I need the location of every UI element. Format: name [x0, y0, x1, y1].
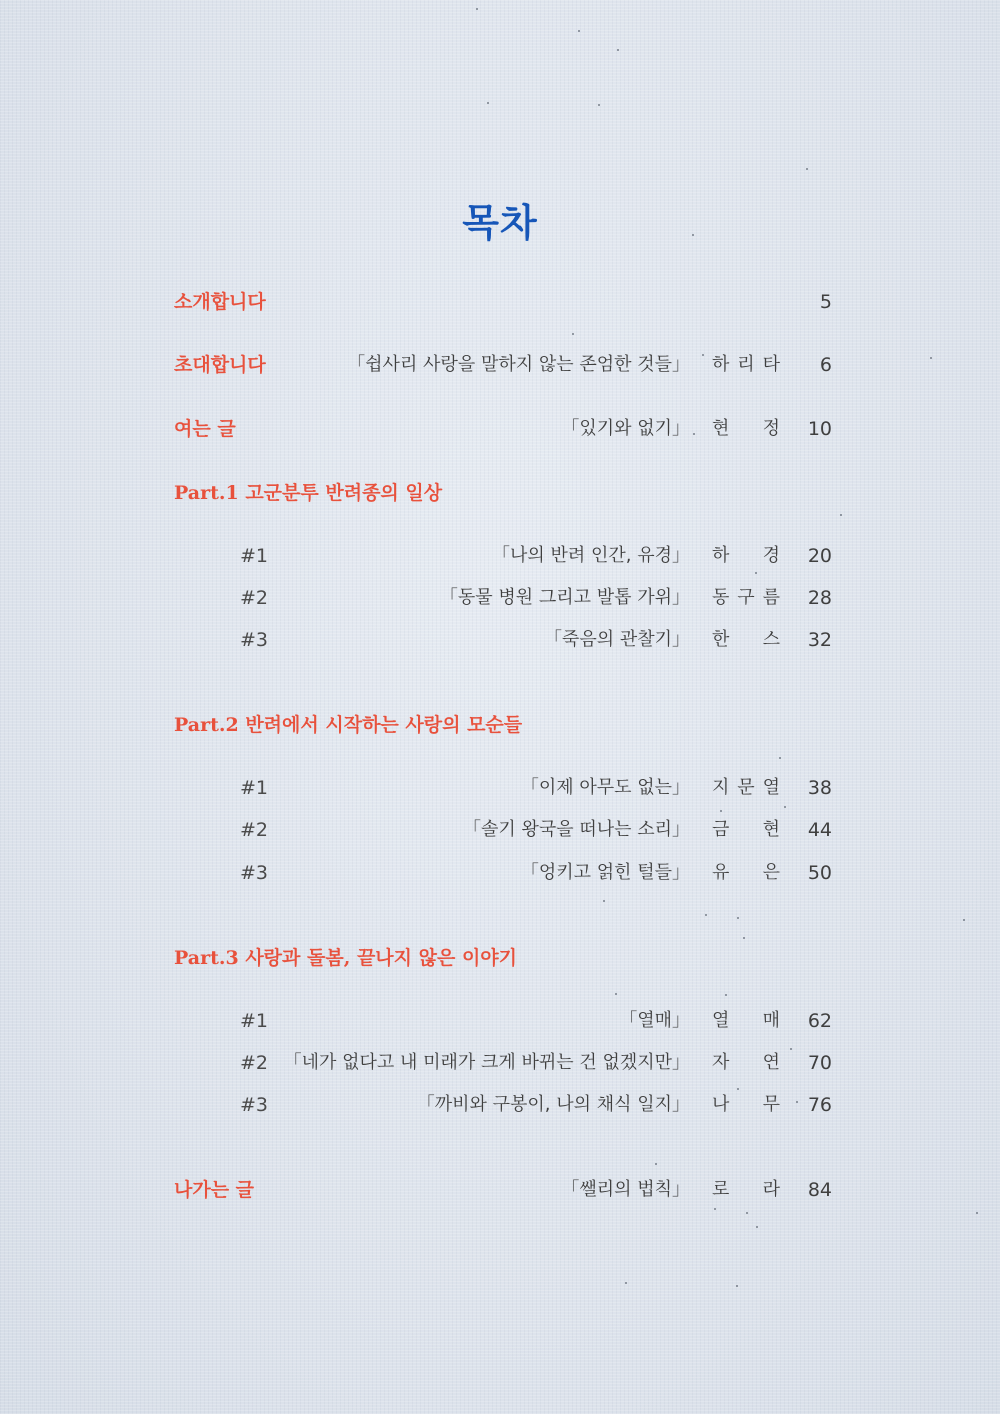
toc-entry-part1-3[interactable] [0, 623, 1000, 657]
speck [655, 1163, 657, 1165]
speck [725, 994, 727, 996]
work-title: 「죽음의 관찰기」 [543, 629, 690, 650]
work-title: 「이제 아무도 없는」 [520, 777, 690, 798]
speck [840, 514, 842, 516]
speck [963, 919, 965, 921]
entry-number: #1 [240, 545, 269, 567]
toc-entry-part3-1[interactable] [0, 1004, 1000, 1038]
work-title: 「엉키고 얽힌 털들」 [520, 862, 690, 883]
speck [720, 810, 722, 812]
section-label: 여는 글 [174, 418, 236, 440]
work-title: 「열매」 [619, 1010, 690, 1031]
speck [598, 104, 600, 106]
toc-entry-closing[interactable] [0, 1173, 1000, 1207]
author-name: 동 구 름 [712, 587, 780, 608]
page-number: 28 [807, 587, 832, 609]
page-number: 5 [819, 291, 832, 313]
author-name: 하 경 [712, 545, 780, 566]
toc-entry-part3-3[interactable] [0, 1088, 1000, 1122]
toc-entry-part1-2[interactable] [0, 581, 1000, 615]
page-number: 32 [807, 629, 832, 651]
speck [487, 102, 489, 104]
speck [746, 1212, 748, 1214]
entry-number: #2 [240, 1052, 269, 1074]
part-title: Part.1 고군분투 반려종의 일상 [174, 482, 443, 504]
entry-number: #3 [240, 629, 269, 651]
entry-number: #1 [240, 1010, 269, 1032]
speck [615, 993, 617, 995]
author-name: 유 은 [712, 862, 780, 883]
page-number: 44 [807, 819, 832, 841]
page-number: 50 [807, 862, 832, 884]
toc-entry-invite[interactable] [0, 348, 1000, 382]
author-name: 나 무 [712, 1094, 780, 1115]
toc-entry-part2-1[interactable] [0, 771, 1000, 805]
toc-entry-part3-2[interactable] [0, 1046, 1000, 1080]
work-title: 「동물 병원 그리고 발톱 가위」 [439, 587, 690, 608]
author-name: 금 현 [712, 819, 780, 840]
work-title: 「있기와 없기」 [561, 418, 690, 439]
work-title: 「솔기 왕국을 떠나는 소리」 [462, 819, 690, 840]
author-name: 자 연 [712, 1052, 780, 1073]
page-number: 76 [807, 1094, 832, 1116]
page-number: 38 [807, 777, 832, 799]
entry-number: #2 [240, 819, 269, 841]
part-title: Part.3 사랑과 돌봄, 끝나지 않은 이야기 [174, 947, 518, 969]
speck [756, 1226, 758, 1228]
entry-number: #2 [240, 587, 269, 609]
author-name: 한 스 [712, 629, 780, 650]
toc-entry-part2-2[interactable] [0, 813, 1000, 847]
toc-entry-intro[interactable] [0, 285, 1000, 319]
work-title: 「쉽사리 사랑을 말하지 않는 존엄한 것들」 [347, 354, 690, 375]
speck [714, 1208, 716, 1210]
entry-number: #1 [240, 777, 269, 799]
section-label: 나가는 글 [174, 1179, 255, 1201]
toc-entry-opening[interactable] [0, 412, 1000, 446]
page-number: 62 [807, 1010, 832, 1032]
speck [976, 1212, 978, 1214]
speck [572, 333, 574, 335]
work-title: 「까비와 구봉이, 나의 채식 일지」 [416, 1094, 690, 1115]
part-heading-3 [0, 941, 1000, 975]
page-number: 70 [807, 1052, 832, 1074]
speck [784, 806, 786, 808]
work-title: 「쌜리의 법칙」 [561, 1179, 690, 1200]
part-heading-2 [0, 708, 1000, 742]
page-title: 목차 [462, 201, 538, 245]
work-title: 「네가 없다고 내 미래가 크게 바뀌는 건 없겠지만」 [283, 1052, 690, 1073]
speck [779, 757, 781, 759]
speck [603, 900, 605, 902]
page-number: 84 [807, 1179, 832, 1201]
author-name: 하 리 타 [712, 354, 780, 375]
speck [705, 914, 707, 916]
toc-entry-part2-3[interactable] [0, 856, 1000, 890]
speck [736, 1285, 738, 1287]
part-title: Part.2 반려에서 시작하는 사랑의 모순들 [174, 714, 523, 736]
section-label: 초대합니다 [174, 354, 266, 376]
entry-number: #3 [240, 862, 269, 884]
page-number: 20 [807, 545, 832, 567]
speck [625, 1282, 627, 1284]
speck [806, 168, 808, 170]
page-number: 10 [807, 418, 832, 440]
toc-entry-part1-1[interactable] [0, 539, 1000, 573]
speck [737, 917, 739, 919]
speck [743, 937, 745, 939]
work-title: 「나의 반려 인간, 유경」 [492, 545, 690, 566]
speck [617, 49, 619, 51]
speck [578, 30, 580, 32]
author-name: 지 문 열 [712, 777, 780, 798]
author-name: 현 정 [712, 418, 780, 439]
section-label: 소개합니다 [174, 291, 266, 313]
speck [476, 8, 478, 10]
entry-number: #3 [240, 1094, 269, 1116]
page-number: 6 [819, 354, 832, 376]
author-name: 로 라 [712, 1179, 780, 1200]
author-name: 열 매 [712, 1010, 780, 1031]
part-heading-1 [0, 476, 1000, 510]
